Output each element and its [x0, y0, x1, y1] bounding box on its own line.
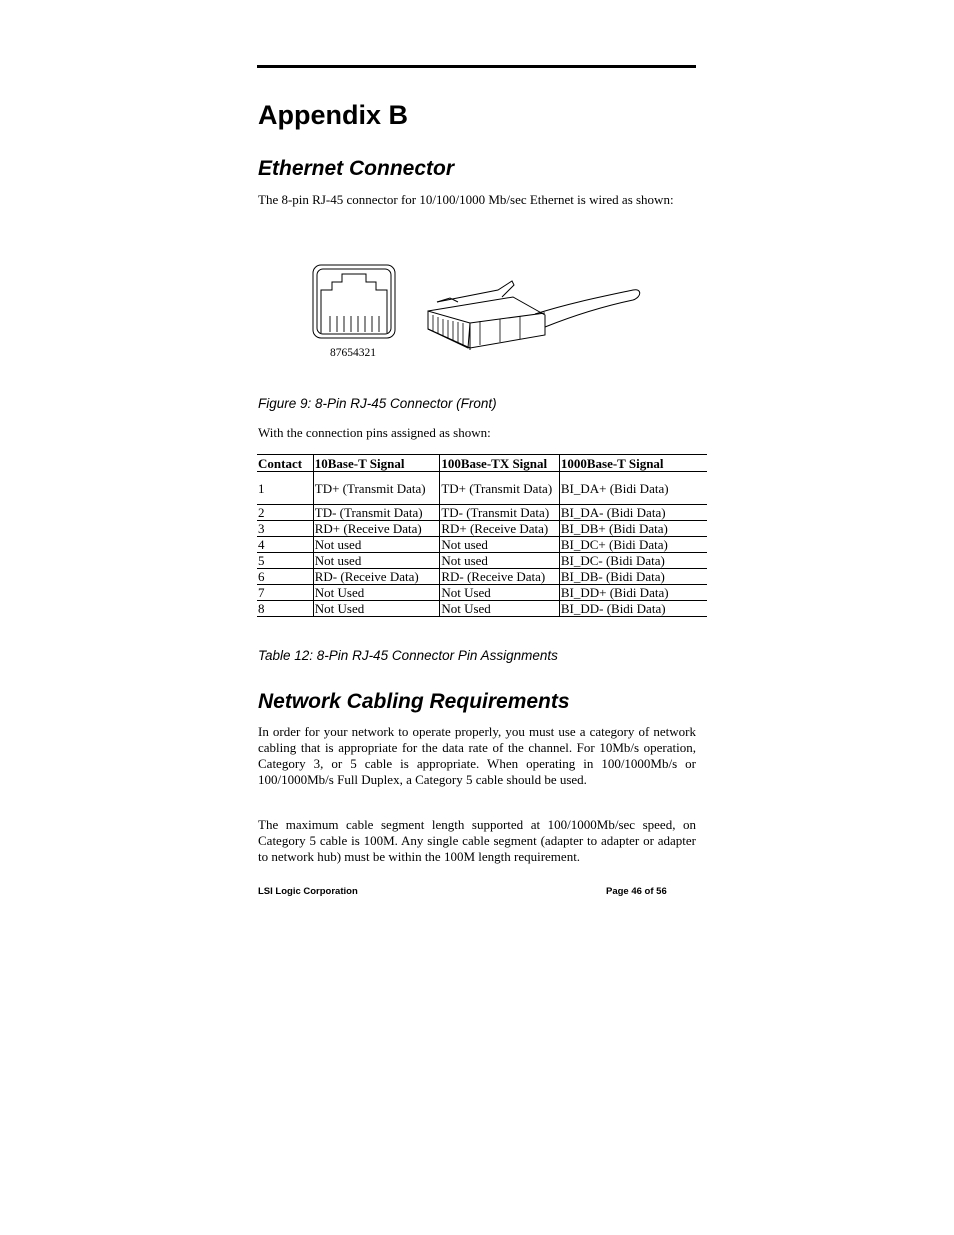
- table-cell: BI_DC+ (Bidi Data): [559, 537, 707, 553]
- table-header-cell: Contact: [257, 455, 313, 472]
- pin-assignment-table: [257, 454, 707, 617]
- table-cell: Not Used: [440, 601, 560, 617]
- table-row: [257, 553, 707, 569]
- rj45-plug-icon: [428, 281, 640, 350]
- table-cell: BI_DA- (Bidi Data): [559, 505, 707, 521]
- cabling-paragraph-2: The maximum cable segment length supported at 100/1000Mb/sec speed, on Category 5 cable is 100M. Any single cable segment (adapter to adapter or adapter to network hub) must be within the 100M length requirement.: [258, 817, 696, 864]
- table-cell: 7: [257, 585, 313, 601]
- table-cell: TD+ (Transmit Data): [440, 472, 560, 505]
- table-row: [257, 505, 707, 521]
- table-cell: BI_DB+ (Bidi Data): [559, 521, 707, 537]
- pin-numbers-label: 87654321: [330, 347, 376, 359]
- appendix-heading: Appendix B: [258, 100, 409, 130]
- table-intro-text: With the connection pins assigned as shown:: [258, 425, 491, 440]
- table-row: [257, 585, 707, 601]
- table-cell: BI_DD+ (Bidi Data): [559, 585, 707, 601]
- table-cell: Not Used: [313, 585, 440, 601]
- table-cell: RD+ (Receive Data): [313, 521, 440, 537]
- table-cell: BI_DC- (Bidi Data): [559, 553, 707, 569]
- table-cell: Not Used: [440, 585, 560, 601]
- ethernet-connector-heading: Ethernet Connector: [258, 157, 455, 180]
- rj45-jack-icon: [313, 265, 395, 338]
- table-header-row: [257, 455, 707, 472]
- table-cell: TD- (Transmit Data): [440, 505, 560, 521]
- table-cell: Not used: [440, 537, 560, 553]
- table-cell: TD+ (Transmit Data): [313, 472, 440, 505]
- ethernet-intro-text: The 8-pin RJ-45 connector for 10/100/1000 Mb/sec Ethernet is wired as shown:: [258, 192, 674, 207]
- table-cell: BI_DA+ (Bidi Data): [559, 472, 707, 505]
- table-cell: 3: [257, 521, 313, 537]
- cabling-paragraph-1: In order for your network to operate properly, you must use a category of network cabling that is appropriate for the data rate of the channel. For 10Mb/s operation, Category 3, or 5 cable is appropriate. When operating in 100/1000Mb/s or 100/1000Mb/s Full Duplex, a Category 5 cable should be used.: [258, 724, 696, 787]
- table-cell: TD- (Transmit Data): [313, 505, 440, 521]
- table-header-cell: 10Base-T Signal: [313, 455, 440, 472]
- table-cell: Not used: [313, 537, 440, 553]
- table-cell: RD- (Receive Data): [440, 569, 560, 585]
- table-cell: Not used: [440, 553, 560, 569]
- top-rule: [257, 65, 696, 68]
- table-row: [257, 537, 707, 553]
- figure-caption: Figure 9: 8-Pin RJ-45 Connector (Front): [258, 396, 497, 411]
- table-cell: 1: [257, 472, 313, 505]
- table-row: [257, 569, 707, 585]
- table-header-cell: 1000Base-T Signal: [559, 455, 707, 472]
- table-cell: 4: [257, 537, 313, 553]
- table-cell: Not used: [313, 553, 440, 569]
- table-cell: 2: [257, 505, 313, 521]
- footer-company: LSI Logic Corporation: [258, 886, 358, 897]
- table-cell: BI_DB- (Bidi Data): [559, 569, 707, 585]
- table-cell: Not Used: [313, 601, 440, 617]
- network-cabling-heading: Network Cabling Requirements: [258, 690, 570, 713]
- table-cell: 6: [257, 569, 313, 585]
- footer-page-number: Page 46 of 56: [606, 886, 667, 897]
- table-header-cell: 100Base-TX Signal: [440, 455, 560, 472]
- table-cell: 5: [257, 553, 313, 569]
- table-row: [257, 601, 707, 617]
- table-cell: RD- (Receive Data): [313, 569, 440, 585]
- table-cell: 8: [257, 601, 313, 617]
- table-caption: Table 12: 8-Pin RJ-45 Connector Pin Assignments: [258, 648, 558, 663]
- table-row: [257, 521, 707, 537]
- table-cell: BI_DD- (Bidi Data): [559, 601, 707, 617]
- table-row: [257, 472, 707, 505]
- table-cell: RD+ (Receive Data): [440, 521, 560, 537]
